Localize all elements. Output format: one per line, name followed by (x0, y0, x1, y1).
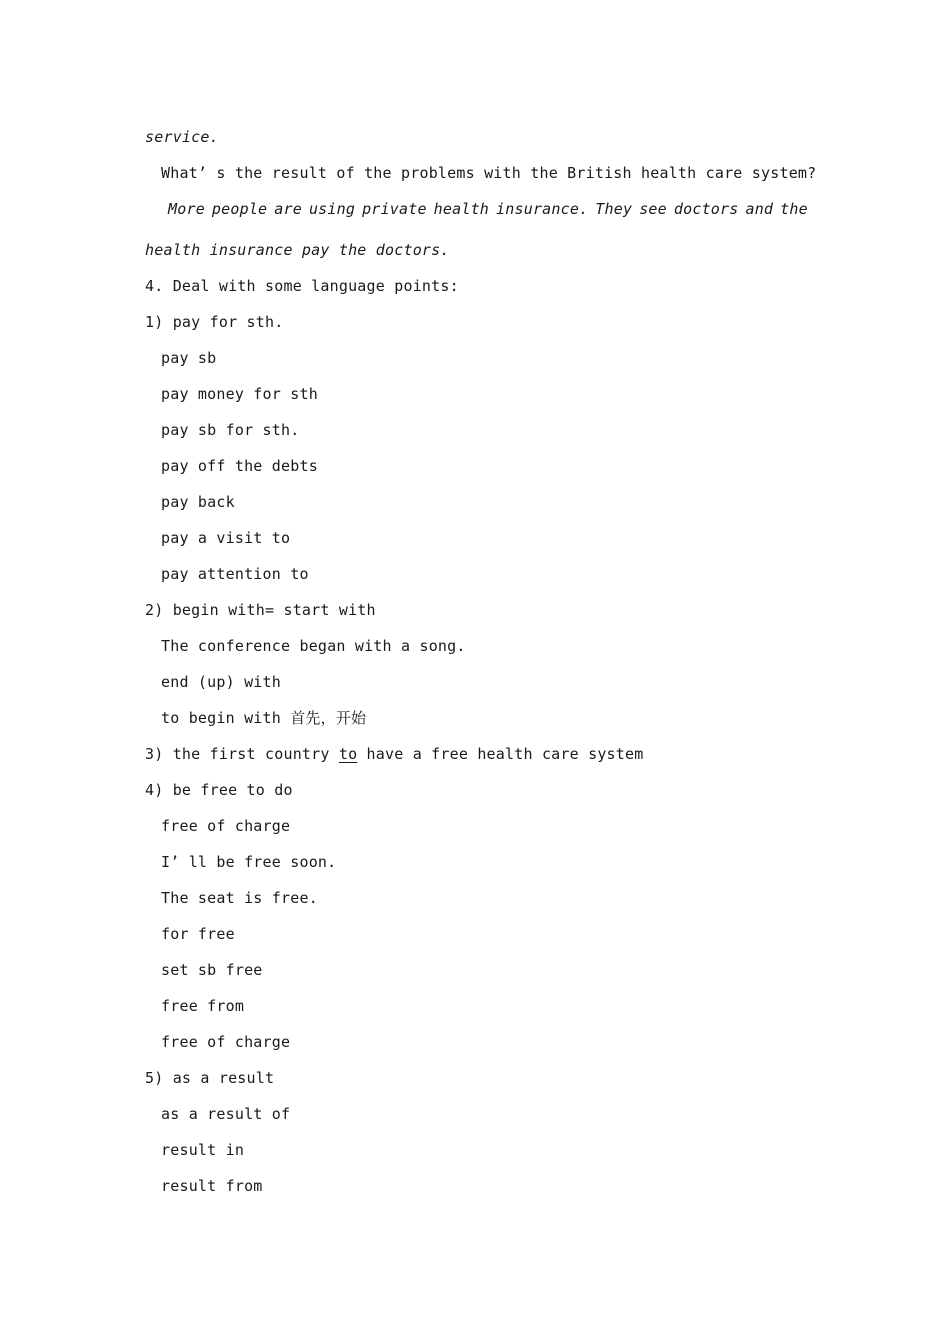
point-4-item: free of charge (161, 1033, 291, 1051)
answer-word: are (274, 200, 302, 218)
answer-word: people (211, 200, 268, 218)
point-5-item: as a result of (161, 1105, 291, 1123)
point-5-item: result in (161, 1141, 245, 1159)
point-5-item: result from (161, 1177, 263, 1195)
point-2-item: to begin with 首先，开始 (161, 709, 367, 727)
point-5-heading: 5) as a result (145, 1069, 275, 1087)
answer-word: doctors (673, 200, 739, 218)
answer-word: More (168, 200, 205, 218)
point-1-item: pay money for sth (161, 385, 318, 403)
answer-word: and (745, 200, 774, 218)
answer-line-2: health insurance pay the doctors. (145, 241, 450, 259)
point-1-heading: 1) pay for sth. (145, 313, 284, 331)
point-4-item: set sb free (161, 961, 263, 979)
point-3-text-before: 3) the first country (145, 745, 339, 763)
answer-word: the (780, 200, 808, 218)
point-1-item: pay back (161, 493, 235, 511)
point-1-item: pay a visit to (161, 529, 291, 547)
point-1-item: pay sb (161, 349, 217, 367)
point-3-heading (145, 744, 643, 764)
answer-word: see (639, 200, 667, 218)
answer-tail: service. (145, 128, 219, 146)
point-1-item: pay sb for sth. (161, 421, 300, 439)
point-4-item: free of charge (161, 817, 291, 835)
point-4-item: I’ ll be free soon. (161, 853, 337, 871)
answer-word: health (433, 200, 490, 218)
point-2-item: The conference began with a song. (161, 637, 466, 655)
point-2-item: end (up) with (161, 673, 281, 691)
section-heading: 4. Deal with some language points: (145, 277, 459, 295)
question-text: What’ s the result of the problems with the British health care system? (161, 164, 817, 182)
point-2-heading: 2) begin with= start with (145, 601, 376, 619)
point-3-text-after: have a free health care system (357, 745, 644, 763)
point-3-underlined-word: to (338, 745, 358, 763)
point-4-heading: 4) be free to do (145, 781, 293, 799)
point-4-item: for free (161, 925, 235, 943)
point-4-item: free from (161, 997, 245, 1015)
answer-word: They (595, 200, 633, 218)
answer-line-1 (168, 199, 808, 219)
point-4-item: The seat is free. (161, 889, 318, 907)
answer-word: insurance. (496, 200, 589, 218)
point-1-item: pay off the debts (161, 457, 318, 475)
answer-word: using (308, 200, 356, 218)
answer-word: private (362, 200, 427, 218)
point-1-item: pay attention to (161, 565, 309, 583)
